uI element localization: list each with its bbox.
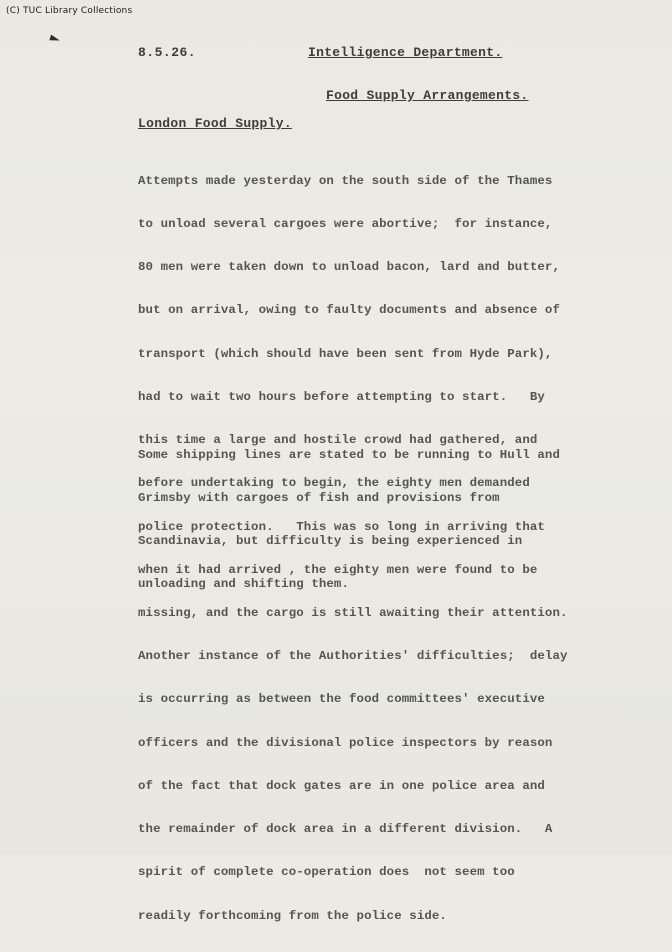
text-line: unloading and shifting them.	[138, 577, 349, 592]
text-line: Another instance of the Authorities' difficulties; delay	[138, 649, 568, 664]
text-line: Attempts made yesterday on the south side of the Thames	[138, 173, 553, 188]
subject-heading: Food Supply Arrangements.	[326, 88, 529, 103]
text-line: before undertaking to begin, the eighty men demanded	[138, 476, 530, 491]
text-line: Grimsby with cargoes of fish and provisions from	[138, 491, 500, 506]
copyright-watermark: (C) TUC Library Collections	[6, 6, 133, 16]
text-line: police protection. This was so long in arriving that	[138, 519, 545, 534]
text-line: had to wait two hours before attempting to start. By	[138, 389, 545, 404]
text-line: Scandinavia, but difficulty is being experienced in	[138, 534, 523, 549]
department-heading: Intelligence Department.	[308, 45, 503, 60]
text-line: but on arrival, owing to faulty documents and absence of	[138, 303, 560, 318]
text-line: officers and the divisional police inspectors by reason	[138, 735, 553, 750]
text-line: Some shipping lines are stated to be running to Hull and	[138, 447, 560, 462]
text-line: to unload several cargoes were abortive; for instance,	[138, 217, 553, 232]
paragraph-2	[138, 419, 638, 621]
text-line: spirit of complete co-operation does not seem too	[138, 865, 515, 880]
section-title: London Food Supply.	[138, 116, 292, 131]
document-date: 8.5.26.	[138, 45, 197, 60]
text-line: when it had arrived , the eighty men were found to be	[138, 562, 538, 577]
text-line: transport (which should have been sent from Hyde Park),	[138, 346, 553, 361]
text-line: 80 men were taken down to unload bacon, lard and butter,	[138, 260, 560, 275]
text-line: readily forthcoming from the police side.	[138, 908, 447, 923]
text-line: this time a large and hostile crowd had gathered, and	[138, 433, 538, 448]
text-line: the remainder of dock area in a different division. A	[138, 822, 553, 837]
margin-mark	[49, 35, 60, 44]
text-line: is occurring as between the food committees' executive	[138, 692, 545, 707]
text-line: of the fact that dock gates are in one police area and	[138, 778, 545, 793]
text-line: missing, and the cargo is still awaiting their attention.	[138, 606, 568, 620]
